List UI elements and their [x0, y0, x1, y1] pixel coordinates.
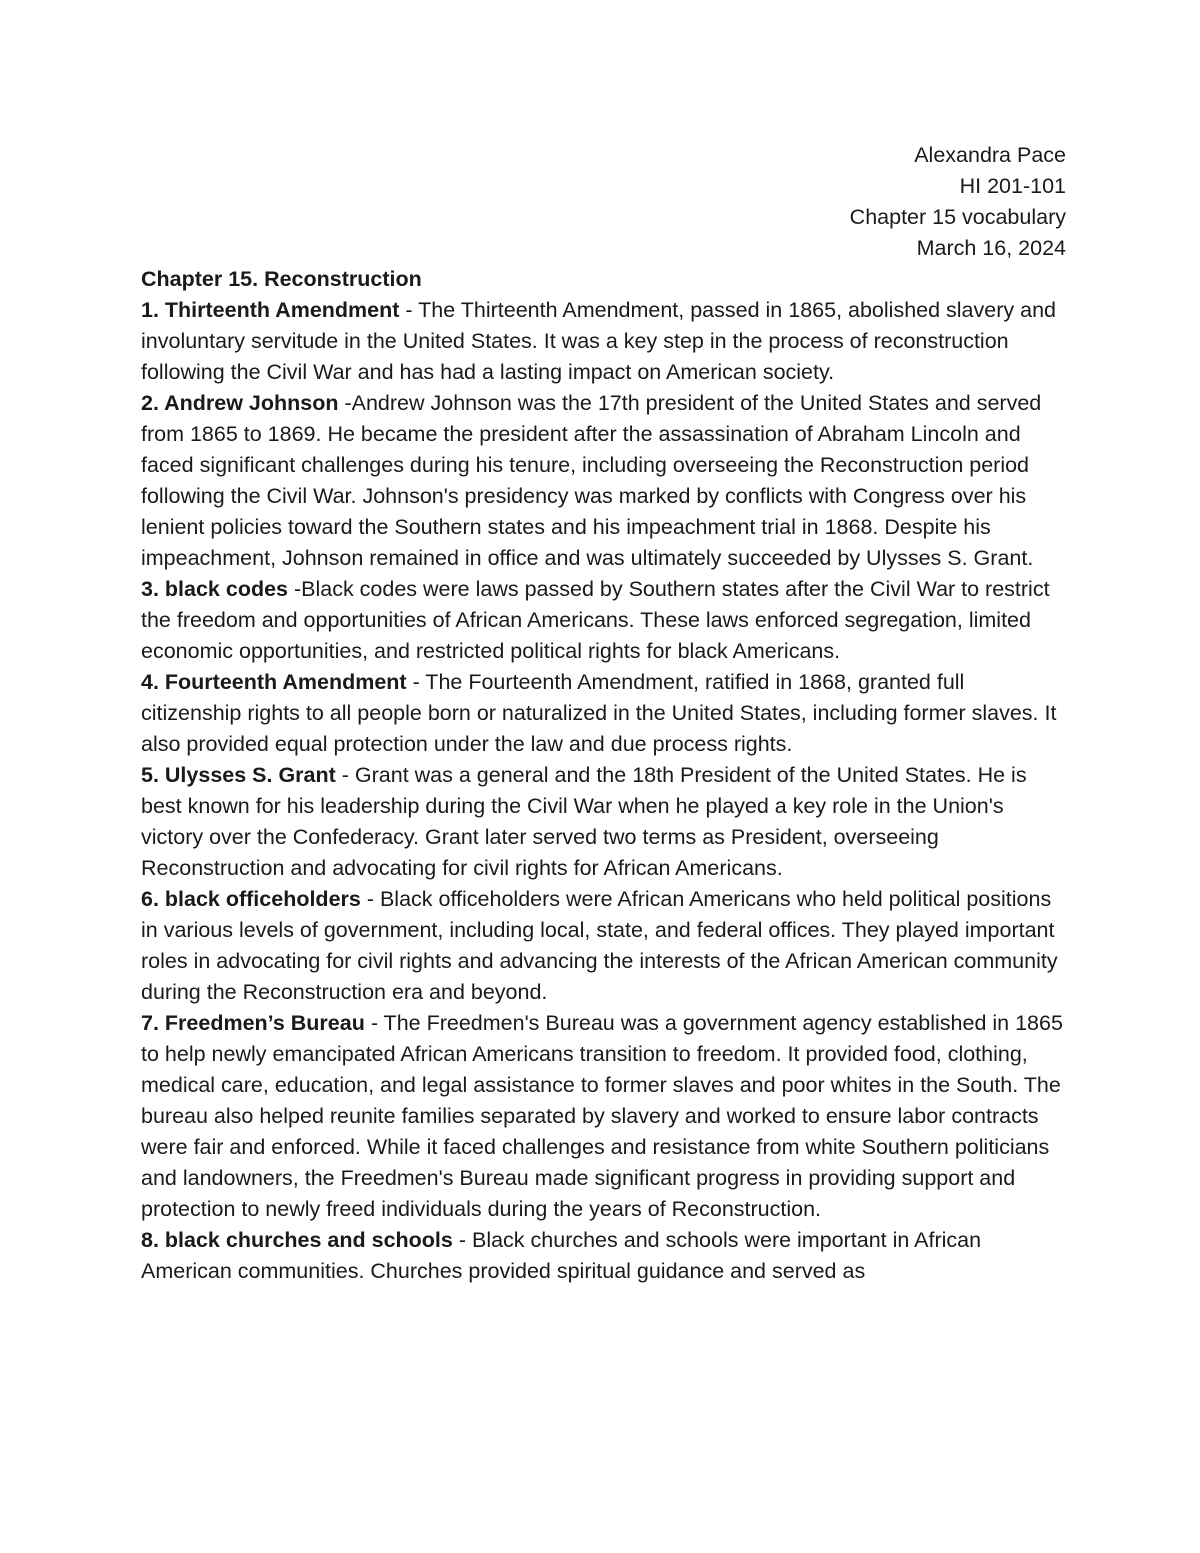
vocab-definition: - Black officeholders were African Americans who held political positions in various levels of government, including local, state, and federal offices. They played important roles in advocating for civil rights and advancing the interests of the African American community during the Reconstruction era and beyond.	[141, 887, 1058, 1004]
document-header	[141, 140, 1066, 264]
vocab-term: 8. black churches and schools	[141, 1228, 453, 1252]
vocab-definition: - Black churches and schools were important in African American communities. Churches provided spiritual guidance and served as	[141, 1228, 982, 1283]
vocab-entry	[141, 884, 1066, 1008]
vocab-entry	[141, 760, 1066, 884]
vocab-definition: - The Fourteenth Amendment, ratified in 1868, granted full citizenship rights to all people born or naturalized in the United States, including former slaves. It also provided equal protection under the law and due process rights.	[141, 670, 1057, 756]
vocab-entry	[141, 667, 1066, 760]
chapter-title: Chapter 15. Reconstruction	[141, 267, 422, 291]
vocab-definition: -Black codes were laws passed by Southern states after the Civil War to restrict the freedom and opportunities of African Americans. These laws enforced segregation, limited economic opportunities, and restricted political rights for black Americans.	[141, 577, 1050, 663]
vocab-entry	[141, 295, 1066, 388]
vocab-term: 4. Fourteenth Amendment	[141, 670, 407, 694]
vocab-entry	[141, 1225, 1066, 1287]
vocab-definition: -Andrew Johnson was the 17th president of the United States and served from 1865 to 1869. He became the president after the assassination of Abraham Lincoln and faced significant challenges during his tenure, including overseeing the Reconstruction period following the Civil War. Johnson's presidency was marked by conflicts with Congress over his lenient policies toward the Southern states and his impeachment trial in 1868. Despite his impeachment, Johnson remained in office and was ultimately succeeded by Ulysses S. Grant.	[141, 391, 1042, 570]
vocab-definition: - The Freedmen's Bureau was a government agency established in 1865 to help newly emancipated African Americans transition to freedom. It provided food, clothing, medical care, education, and legal assistance to former slaves and poor whites in the South. The bureau also helped reunite families separated by slavery and worked to ensure labor contracts were fair and enforced. While it faced challenges and resistance from white Southern politicians and landowners, the Freedmen's Bureau made significant progress in providing support and protection to newly freed individuals during the years of Reconstruction.	[141, 1011, 1063, 1221]
vocab-definition: - Grant was a general and the 18th President of the United States. He is best known for his leadership during the Civil War when he played a key role in the Union's victory over the Confederacy. Grant later served two terms as President, overseeing Reconstruction and advocating for civil rights for African Americans.	[141, 763, 1027, 880]
document-date: March 16, 2024	[916, 236, 1066, 260]
vocab-term: 7. Freedmen’s Bureau	[141, 1011, 365, 1035]
vocab-term: 1. Thirteenth Amendment	[141, 298, 400, 322]
vocab-term: 6. black officeholders	[141, 887, 361, 911]
document-page	[141, 140, 1066, 1287]
vocab-definition: - The Thirteenth Amendment, passed in 1865, abolished slavery and involuntary servitude in the United States. It was a key step in the process of reconstruction following the Civil War and has had a lasting impact on American society.	[141, 298, 1056, 384]
vocab-entry	[141, 388, 1066, 574]
vocab-term: 2. Andrew Johnson	[141, 391, 339, 415]
course-code: HI 201-101	[959, 174, 1066, 198]
vocab-term: 3. black codes	[141, 577, 288, 601]
assignment-name: Chapter 15 vocabulary	[849, 205, 1066, 229]
author-name: Alexandra Pace	[914, 143, 1066, 167]
vocab-entry	[141, 1008, 1066, 1225]
vocab-entry	[141, 574, 1066, 667]
vocab-term: 5. Ulysses S. Grant	[141, 763, 336, 787]
